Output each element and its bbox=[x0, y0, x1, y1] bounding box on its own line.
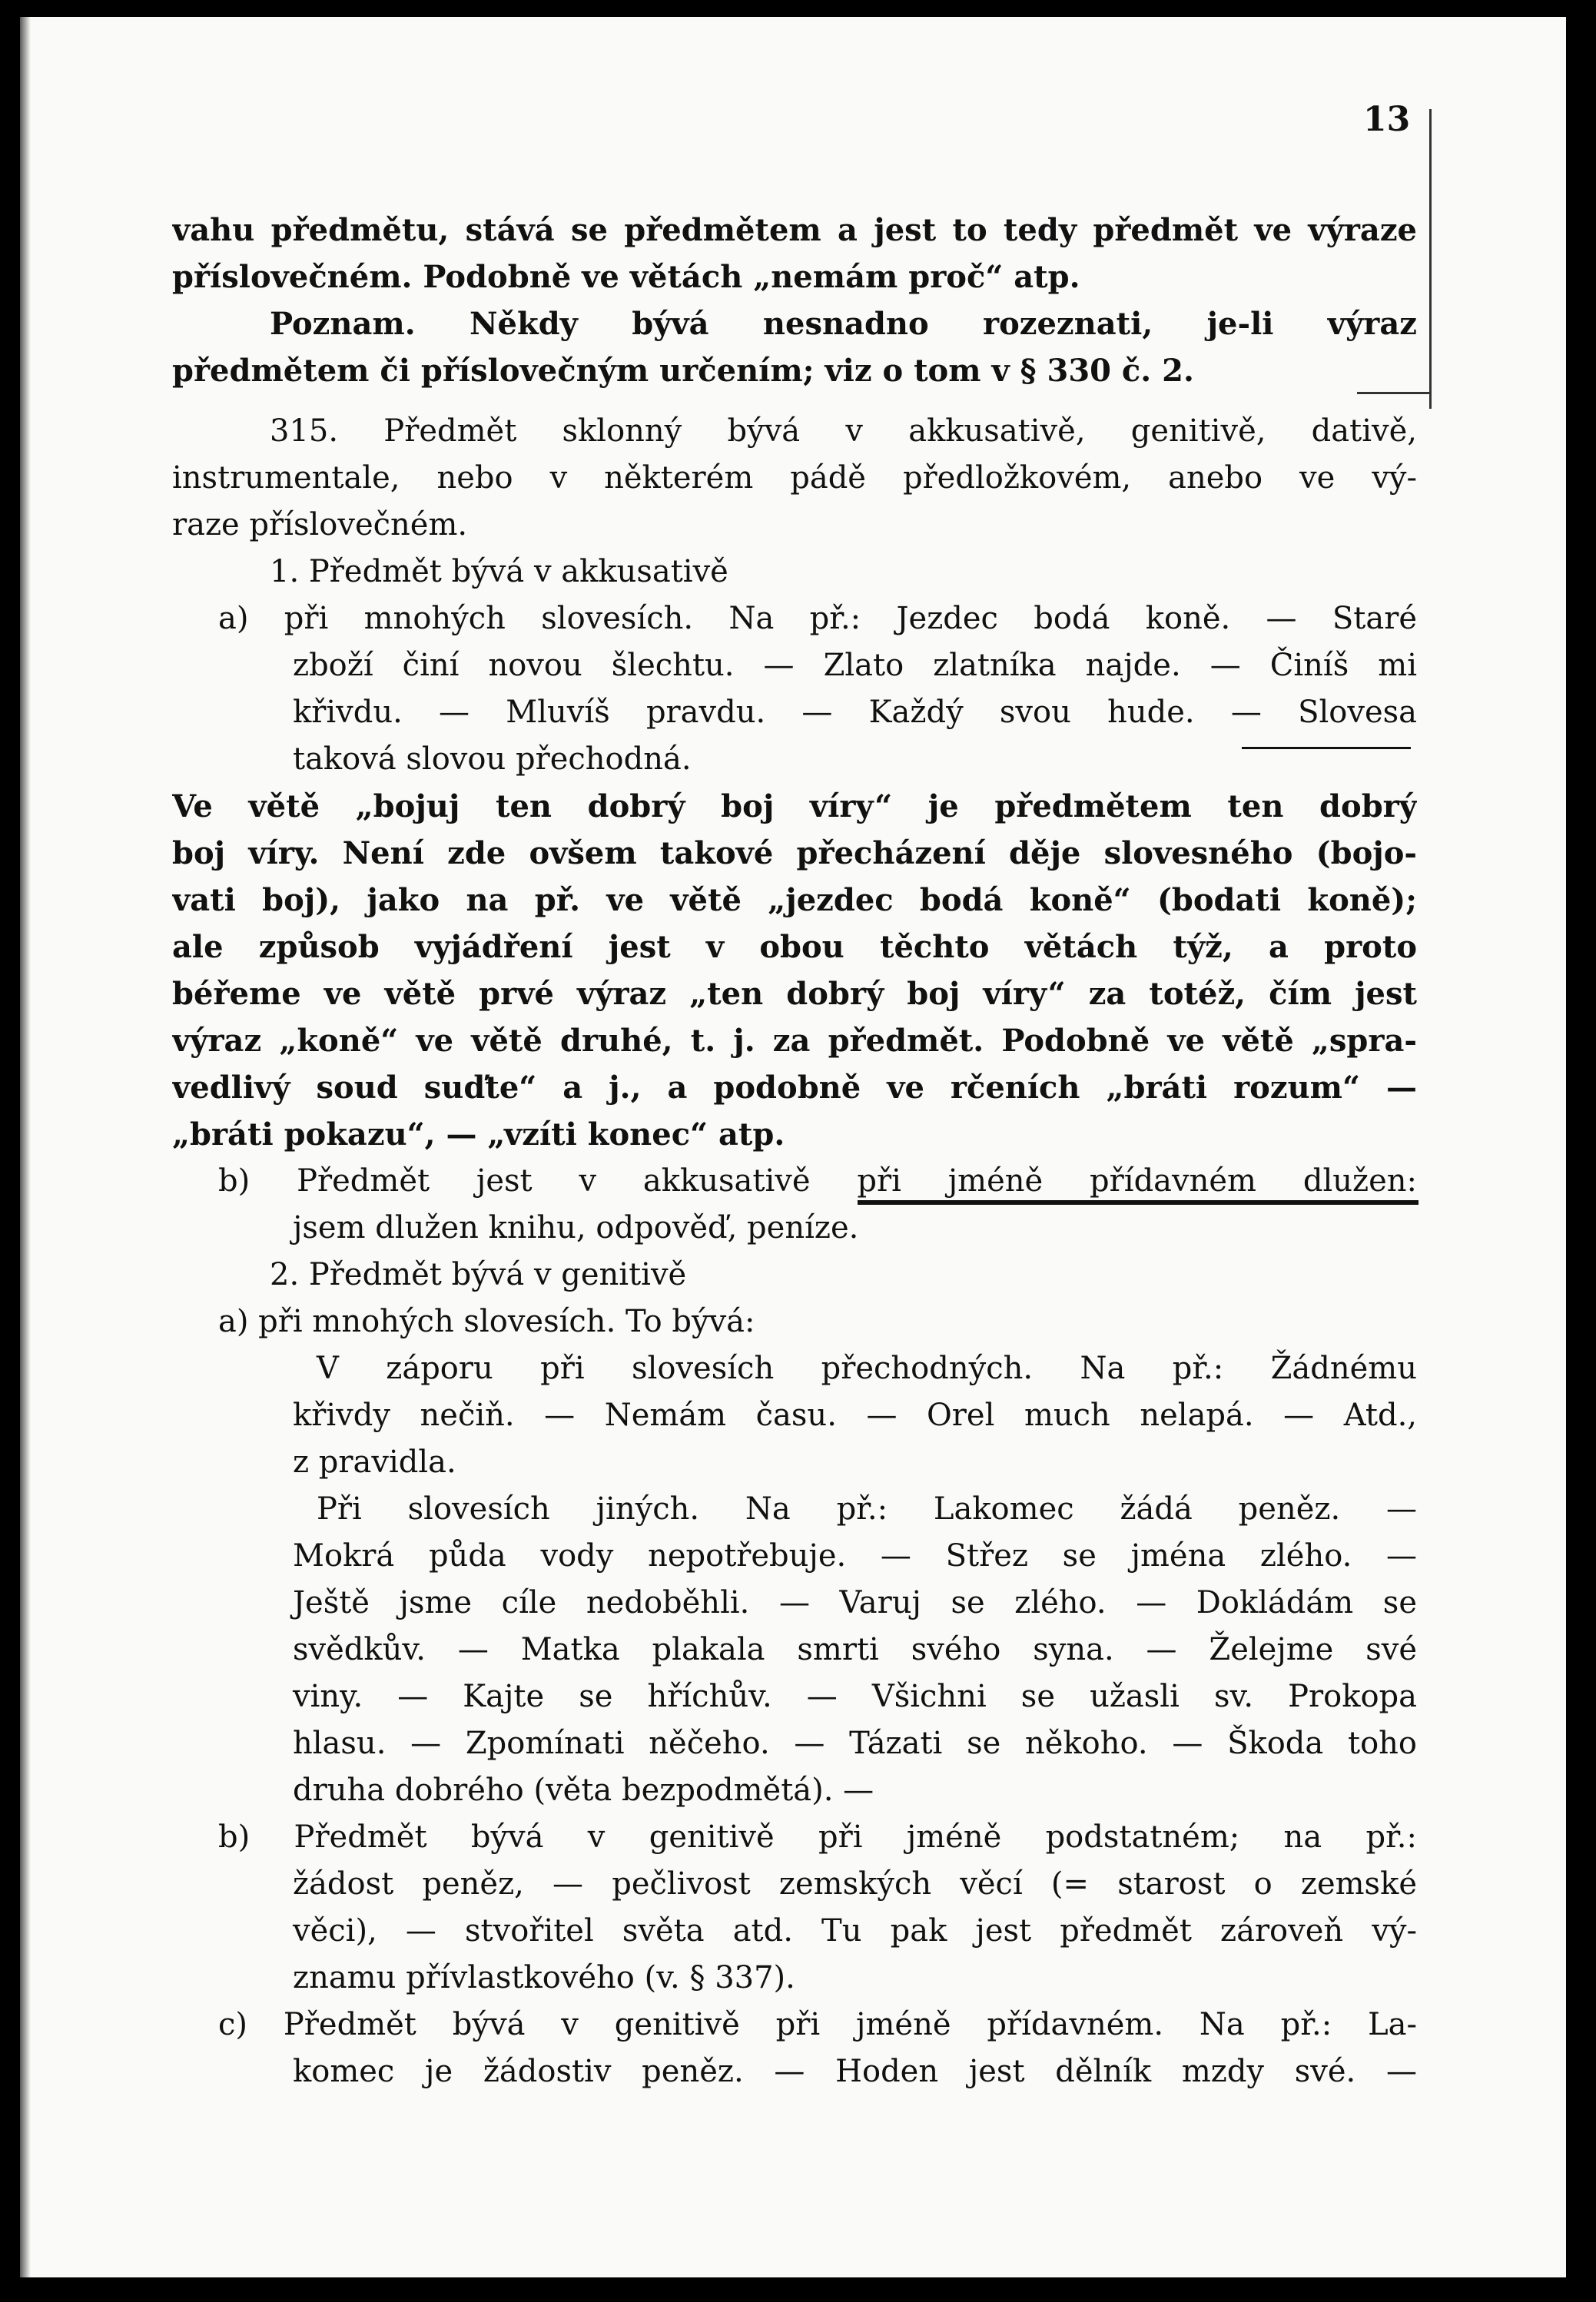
paragraph-gap bbox=[172, 394, 1417, 408]
text-line: křivdu. — Mluvíš pravdu. — Každý svou hude. — Slovesa bbox=[293, 695, 1417, 730]
text-line: „bráti pokazu“, — „vzíti konec“ atp. bbox=[172, 1116, 785, 1153]
pencil-underline bbox=[1242, 747, 1411, 749]
text-line: Ještě jsme cíle nedoběhli. — Varuj se zlého. — Dokládám se bbox=[293, 1585, 1417, 1620]
text-line: příslovečném. Podobně ve větách „nemám proč“ atp. bbox=[172, 259, 1080, 295]
pencil-underline bbox=[858, 1200, 1418, 1205]
book-page bbox=[20, 17, 1566, 2277]
text-line: 2. Předmět bývá v genitivě bbox=[270, 1257, 687, 1292]
text-line: Při slovesích jiných. Na př.: Lakomec žádá peněz. — bbox=[317, 1491, 1417, 1527]
text-line: ale způsob vyjádření jest v obou těchto větách týž, a proto bbox=[172, 929, 1417, 965]
text-line: hlasu. — Zpomínati něčeho. — Tázati se někoho. — Škoda toho bbox=[293, 1726, 1417, 1761]
text-line: viny. — Kajte se hříchův. — Všichni se užasli sv. Prokopa bbox=[293, 1679, 1417, 1714]
page-number: 13 bbox=[1363, 100, 1411, 139]
text-line: instrumentale, nebo v některém pádě předložkovém, anebo ve vý- bbox=[172, 460, 1417, 496]
text-line: výraz „koně“ ve větě druhé, t. j. za předmět. Podobně ve větě „spra- bbox=[172, 1023, 1417, 1059]
text-line: zboží činí novou šlechtu. — Zlato zlatníka najde. — Činíš mi bbox=[293, 648, 1417, 683]
text-line: křivdy nečiň. — Nemám času. — Orel much nelapá. — Atd., bbox=[293, 1398, 1417, 1433]
text-line: vahu předmětu, stává se předmětem a jest to tedy předmět ve výraze bbox=[172, 212, 1417, 248]
text-line: žádost peněz, — pečlivost zemských věcí (= starost o zemské bbox=[293, 1866, 1417, 1902]
text-line: c) Předmět bývá v genitivě při jméně přídavném. Na př.: La- bbox=[218, 2007, 1417, 2042]
text-line: béřeme ve větě prvé výraz „ten dobrý boj víry“ za totéž, čím jest bbox=[172, 976, 1417, 1012]
text-line: znamu přívlastkového (v. § 337). bbox=[293, 1960, 795, 1995]
text-line: raze příslovečném. bbox=[172, 507, 468, 542]
text-line: b) Předmět bývá v genitivě při jméně podstatném; na př.: bbox=[218, 1819, 1417, 1855]
text-line: z pravidla. bbox=[293, 1445, 456, 1480]
page-text bbox=[172, 207, 1417, 2095]
text-line: jsem dlužen knihu, odpověď, peníze. bbox=[293, 1210, 859, 1246]
text-line: Ve větě „bojuj ten dobrý boj víry“ je předmětem ten dobrý bbox=[172, 788, 1417, 824]
text-line: druha dobrého (věta bezpodmětá). — bbox=[293, 1773, 874, 1808]
text-line: vedlivý soud suďte“ a j., a podobně ve rčeních „bráti rozum“ — bbox=[172, 1070, 1417, 1106]
text-line: a) při mnohých slovesích. Na př.: Jezdec bodá koně. — Staré bbox=[218, 601, 1417, 636]
text-line: věci), — stvořitel světa atd. Tu pak jest předmět zároveň vý- bbox=[293, 1913, 1417, 1949]
text-line: vati boj), jako na př. ve větě „jezdec bodá koně“ (bodati koně); bbox=[172, 882, 1417, 918]
text-line: Mokrá půda vody nepotřebuje. — Střez se jména zlého. — bbox=[293, 1538, 1417, 1574]
text-line: V záporu při slovesích přechodných. Na př.: Žádnému bbox=[317, 1351, 1417, 1386]
text-line: 1. Předmět bývá v akkusativě bbox=[270, 554, 728, 589]
text-line: svědkův. — Matka plakala smrti svého syna. — Želejme své bbox=[293, 1632, 1417, 1667]
text-line: boj víry. Není zde ovšem takové přecházení děje slovesného (bojo- bbox=[172, 835, 1417, 871]
text-line: komec je žádostiv peněz. — Hoden jest dělník mzdy své. — bbox=[293, 2054, 1417, 2089]
text-line: Poznam. Někdy bývá nesnadno rozeznati, je-li výraz bbox=[270, 306, 1417, 342]
margin-bracket bbox=[1425, 109, 1432, 409]
text-line: 315. Předmět sklonný bývá v akkusativě, genitivě, dativě, bbox=[270, 413, 1417, 449]
text-line: předmětem či příslovečným určením; viz o tom v § 330 č. 2. bbox=[172, 353, 1194, 389]
text-line: b) Předmět jest v akkusativě při jméně přídavném dlužen: bbox=[218, 1163, 1417, 1199]
text-line: a) při mnohých slovesích. To bývá: bbox=[218, 1304, 755, 1339]
text-line: taková slovou přechodná. bbox=[293, 741, 692, 777]
scan-edge bbox=[20, 17, 31, 2277]
